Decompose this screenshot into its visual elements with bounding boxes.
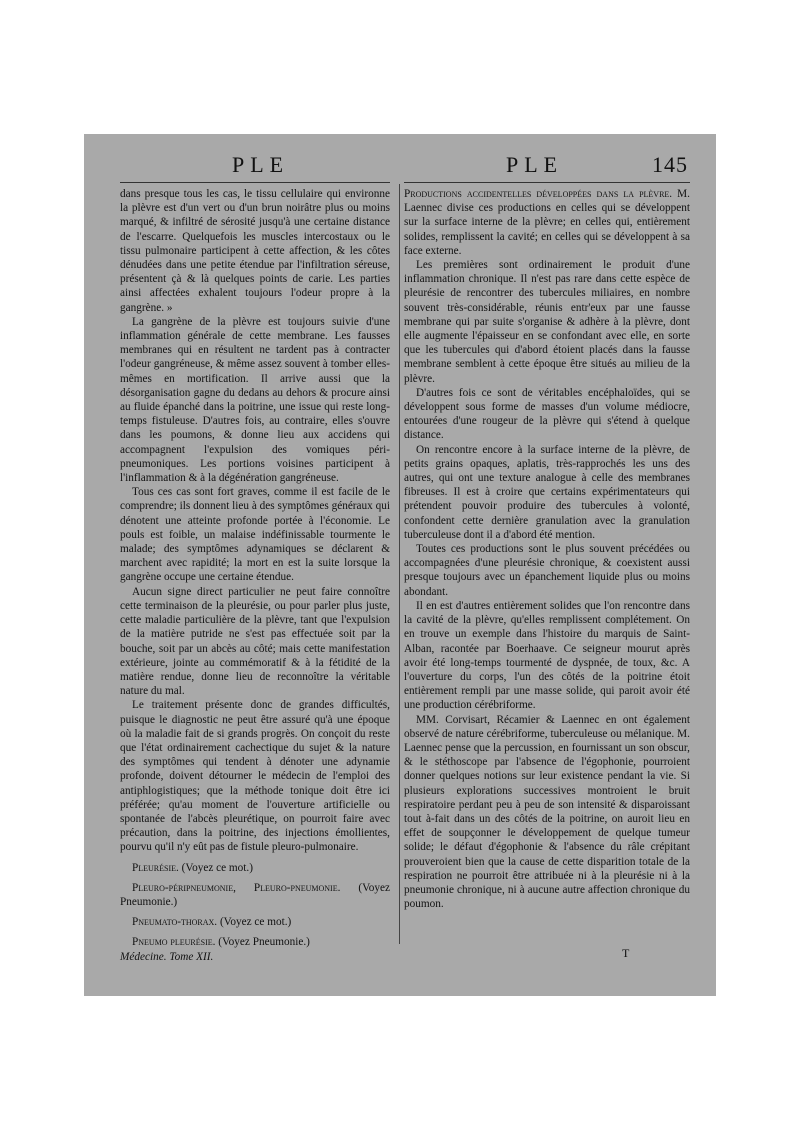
left-column	[120, 187, 390, 964]
signature-line: Médecine. Tome XII.	[120, 950, 214, 963]
left-paragraph-5: Le traitement présente donc de grandes difficultés, puisque le diagnostic ne peut être assuré qu'à une époque où la maladie fait de si grands progrès. On conçoit du reste que l'état ordinairement cachectique du sujet & la nature des symptômes qui tendent à dénoter une adynamie profonde, doivent détourner le médecin de l'emploi des antiphlogistiques; que la méthode tonique doit être ici préférée; qu'au moment de l'ouverture artificielle ou spontanée de l'abcès pleurétique, on pourroit faire avec précaution, dans la poitrine, des injections émollientes, pourvu qu'il n'y eût pas de fistule pleuro-pulmonaire.	[120, 699, 390, 854]
right-paragraph-2: Les premières sont ordinairement le produit d'une inflammation chronique. Il n'est pas rare dans cette espèce de pleurésie de rencontrer des tubercules miliaires, en nombre souvent très-considérable, réunis entr'eux par une fausse membrane qui par suite s'organise & adhère à la plèvre, dont elle augmente l'épaisseur en se confondant avec elle, en sorte que les tubercules qui d'abord étoient placés dans la fausse membrane semblent à cette époque être situés au milieu de la plèvre.	[404, 259, 690, 385]
page-number: 145	[652, 152, 688, 177]
cross-reference-4-head: Pneumo pleurésie.	[132, 936, 216, 949]
right-paragraph-7: MM. Corvisart, Récamier & Laennec en ont également observé de nature cérébriforme, tuberculeuse ou mélanique. M. Laennec pense que la percussion, en fournissant un son obscur, & le stéthoscope par l'absence de l'égophonie, pourroient donner quelques notions sur leur existence pendant la vie. Si plusieurs explorations successives montroient le bruit respiratoire perdant peu à peu de son intensité & disparoissant tout à-fait dans un des côtés de la poitrine, on auroit lieu en effet de soupçonner le développement de quelque tumeur solide; le défaut d'égophonie & l'absence du râle crépitant prouveroient bien que la cause de cette disparition totale de la respiration ne pourroit être attribuée ni à la pleurésie ni à la pneumonie chronique, ni à aucune autre affection chronique du poumon.	[404, 713, 690, 911]
cross-reference-1-head: Pleurésie.	[132, 861, 179, 874]
right-paragraph-5: Toutes ces productions sont le plus souvent précédées ou accompagnées d'une pleurésie chronique, & coexistent aussi presque toujours avec un épanchement liquide plus ou moins abondant.	[404, 543, 690, 598]
right-paragraph-6: Il en est d'autres entièrement solides que l'on rencontre dans la cavité de la plèvre, qu'elles remplissent complétement. On en trouve un exemple dans l'histoire du marquis de Saint-Alban, racontée par Boerhaave. Ce seigneur mourut après avoir été long-temps tourmenté de dyspnée, de toux, &c. A l'ouverture du corps, l'un des côtés de la poitrine étoit entièrement rempli par une masse solide, qui paroit avoir été une production cérébriforme.	[404, 599, 690, 712]
cross-reference-3-head: Pneumato-thorax.	[132, 916, 218, 929]
left-paragraph-1: dans presque tous les cas, le tissu cellulaire qui environne la plèvre est d'un vert ou d'un brun noirâtre plus ou moins marqué, & infiltré de sérosité jusqu'à une certaine distance de l'escarre. Quelquefois les muscles intercostaux ou le tissu pulmonaire participent à cette affection, & les côtes dénudées dans une petite étendue par l'infiltration séreuse, présentent çà & là quelques points de carie. Les parties ainsi affectées exhalent toujours l'odeur propre à la gangrène. »	[120, 188, 390, 314]
left-paragraph-2: La gangrène de la plèvre est toujours suivie d'une inflammation générale de cette membrane. Les fausses membranes qui en résultent ne tardent pas à contracter l'odeur gangréneuse, & même assez souvent à tomber elles-mêmes en mortification. Il arrive aussi que la désorganisation gagne du dedans au dehors & procure ainsi au fluide épanché dans la poitrine, une issue qui reste long-temps fistuleuse. D'autres fois, au contraire, elles s'ouvre dans les poumons, & donne lieu aux accidens qui accompagnent l'expulsion des vomiques péri-pneumoniques. Les portions voisines participent à l'inflammation & à la dégénération gangréneuse.	[120, 315, 390, 485]
header-rule-right	[404, 182, 690, 183]
cross-reference-2	[120, 881, 390, 909]
right-paragraph-3: D'autres fois ce sont de véritables encéphaloïdes, qui se développent sous forme de masses d'un volume médiocre, entourées d'une rougeur de la plèvre qui s'étend à quelque distance.	[404, 386, 690, 442]
section-title: Productions accidentelles développées dans la plèvre.	[404, 188, 673, 200]
running-head-right: PLE	[506, 152, 564, 177]
left-paragraph-4: Aucun signe direct particulier ne peut faire connoître cette terminaison de la pleurésie, ou pour parler plus juste, cette maladie particulière de la plèvre, tant que l'expulsion de la matière putride ne s'est pas effectuée soit par la bouche, soit par un abcès au côté; mais cette manifestation extérieure, jointe au commémoratif & à la fétidité de la matière rendue, donne lieu de reconnoître la véritable nature du mal.	[120, 585, 390, 698]
cross-reference-2-body: (Voyez Pneumonie.)	[120, 881, 390, 908]
left-paragraph-3: Tous ces cas sont fort graves, comme il est facile de le comprendre; ils donnent lieu à des symptômes généraux qui dénotent une atteinte profonde portée à l'économie. Le pouls est foible, un malaise indéfinissable tourmente le malade; des symptômes adynamiques se déclarent & marchent avec rapidité; la mort en est la suite lorsque la gangrène occupe une certaine étendue.	[120, 486, 390, 584]
right-paragraph-4: On rencontre encore à la surface interne de la plèvre, de petits grains opaques, aplatis, très-rapprochés les uns des autres, qui ont une texture analogue à celle des membranes fibreuses. Il est à croire que certains expérimentateurs qui prétendent pouvoir produire des tubercules à volonté, confondent cette dernière granulation avec la granulation tuberculeuse dont il a d'abord été mention.	[404, 443, 690, 541]
cross-reference-3	[120, 915, 390, 929]
catchword: T	[622, 946, 630, 960]
cross-reference-3-body: (Voyez ce mot.)	[219, 916, 292, 929]
right-paragraph-1-text: M. Laennec divise ces productions en celles qui se développent sur la surface interne de la plèvre; en celles qui, entièrement solides, remplissent la cavité; en celles qui se développent à sa face externe.	[404, 188, 690, 257]
right-column	[404, 187, 690, 911]
right-paragraph-1	[404, 187, 690, 258]
scanned-page	[84, 134, 716, 996]
cross-reference-4-body: (Voyez Pneumonie.)	[218, 936, 310, 949]
cross-reference-1-body: (Voyez ce mot.)	[181, 861, 253, 874]
cross-reference-4	[120, 935, 390, 949]
cross-reference-2-head: Pleuro-péripneumonie, Pleuro-pneumonie.	[132, 881, 341, 894]
header-rule-left	[120, 182, 390, 183]
cross-reference-1	[120, 861, 390, 875]
column-divider	[399, 184, 400, 944]
running-head-left: PLE	[232, 152, 290, 177]
